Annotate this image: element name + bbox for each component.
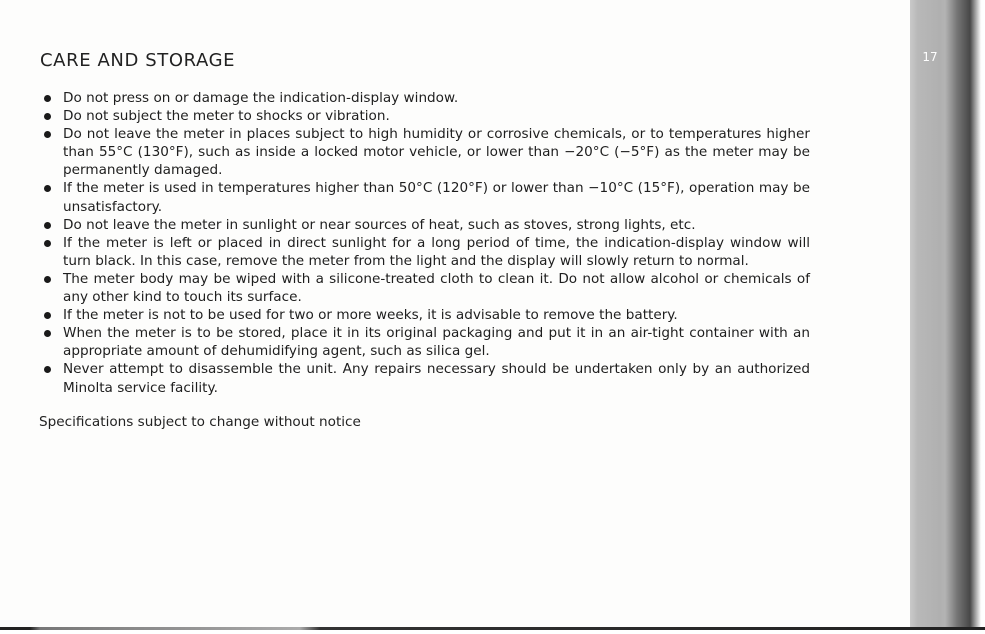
bullet-icon	[44, 276, 51, 283]
list-item	[40, 125, 810, 179]
bullet-icon	[44, 113, 51, 120]
bullet-icon	[44, 222, 51, 229]
list-item	[40, 89, 810, 107]
bullet-icon	[44, 185, 51, 192]
bullet-icon	[44, 240, 51, 247]
list-item-text: If the meter is left or placed in direct sunlight for a long period of time, the indication-display window will turn black. In this case, remove the meter from the light and the display will slowly return to normal.	[63, 234, 810, 269]
care-instructions-list	[40, 89, 810, 397]
bullet-icon	[44, 366, 51, 373]
bullet-icon	[44, 330, 51, 337]
bullet-icon	[44, 131, 51, 138]
list-item-text: If the meter is used in temperatures higher than 50°C (120°F) or lower than −10°C (15°F), operation may be unsatisfactory.	[63, 180, 810, 215]
list-item	[40, 270, 810, 306]
bullet-icon	[44, 95, 51, 102]
list-item	[40, 360, 810, 396]
page-number: 17	[922, 50, 938, 64]
page-edge-shadow	[945, 0, 985, 634]
bullet-icon	[44, 312, 51, 319]
list-item	[40, 306, 810, 324]
list-item-text: When the meter is to be stored, place it in its original packaging and put it in an air-tight container with an appropriate amount of dehumidifying agent, such as silica gel.	[63, 325, 810, 360]
list-item-text: Do not subject the meter to shocks or vibration.	[63, 108, 390, 125]
list-item	[40, 179, 810, 215]
list-item-text: The meter body may be wiped with a silicone-treated cloth to clean it. Do not allow alcohol or chemicals of any other kind to touch its surface.	[63, 270, 810, 306]
list-item-text: Never attempt to disassemble the unit. Any repairs necessary should be undertaken only by an authorized Minolta service facility.	[63, 361, 810, 396]
list-item-text: Do not press on or damage the indication-display window.	[63, 90, 459, 106]
list-item	[40, 216, 810, 234]
list-item-text: Do not leave the meter in sunlight or near sources of heat, such as stoves, strong lights, etc.	[63, 216, 696, 233]
specifications-notice: Specifications subject to change without notice	[39, 414, 361, 430]
list-item-text: Do not leave the meter in places subject to high humidity or corrosive chemicals, or to temperatures higher than 55°C (130°F), such as inside a locked motor vehicle, or lower than −20°C (−5°F) as the meter may be permanently damaged.	[63, 126, 810, 179]
list-item	[40, 107, 810, 125]
list-item	[40, 324, 810, 360]
section-title: CARE AND STORAGE	[40, 50, 236, 71]
bottom-margin	[0, 630, 985, 634]
list-item-text: If the meter is not to be used for two or more weeks, it is advisable to remove the battery.	[63, 307, 678, 324]
list-item	[40, 234, 810, 270]
